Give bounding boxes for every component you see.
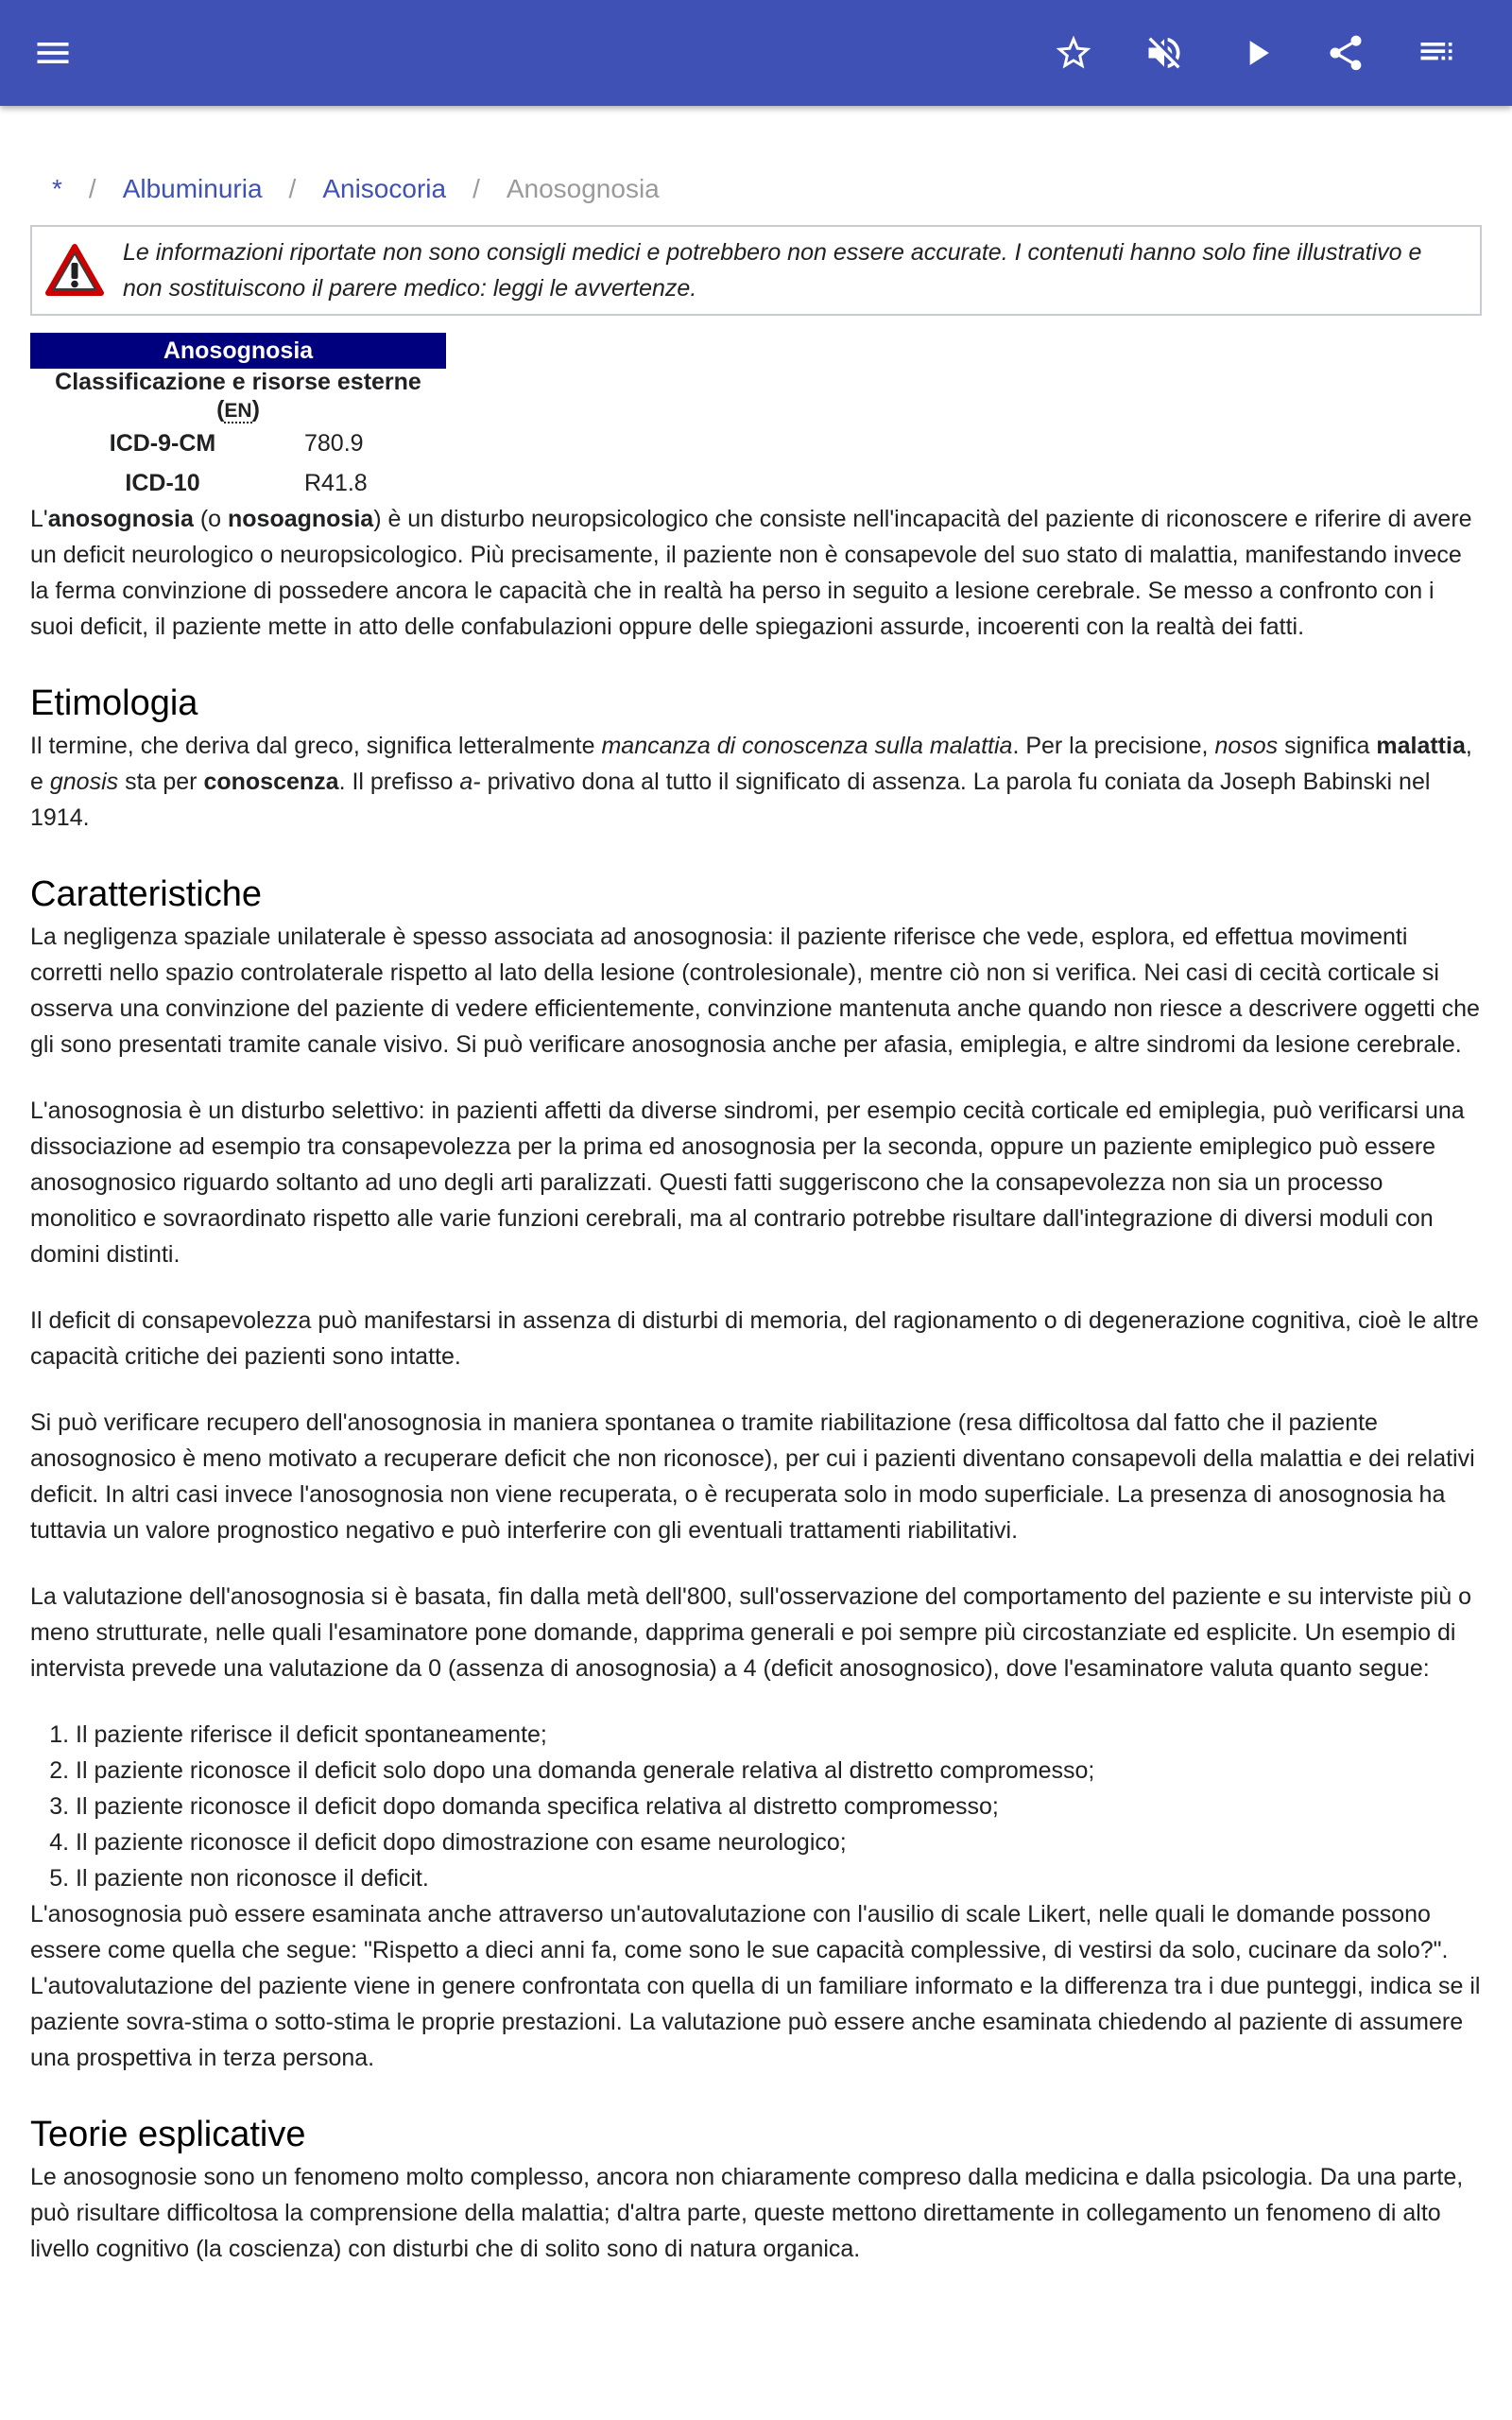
text-span: privativo dona al tutto il significato di assenza. La parola fu coniata da Joseph Babinski nel 1914. xyxy=(30,769,1431,831)
bold-term: conoscenza xyxy=(203,769,339,795)
caratteristiche-paragraph: La negligenza spaziale unilaterale è spesso associata ad anosognosia: il paziente riferisce che vede, esplora, ed effettua movimenti corretti nello spazio controlaterale rispetto al lato della lesione (controlesionale), mentre ciò non si verifica. Nei casi di cecità corticale si osserva una convinzione del paziente di vedere efficientemente, convinzione mantenuta anche quando non riesce a descrivere oggetti che gli sono presentati tramite canale visivo. Si può verificare anosognosia anche per afasia, emiplegia, e altre sindromi da lesione cerebrale. xyxy=(30,924,1480,1058)
breadcrumb-separator: / xyxy=(288,174,297,203)
caratteristiche-paragraph: Si può verificare recupero dell'anosognosia in maniera spontanea o tramite riabilitazione (resa difficoltosa dal fatto che il paziente anosognosico è meno motivato a recuperare deficit che non riconosce), per cui i pazienti diventano consapevoli della malattia e dei relativi deficit. In altri casi invece l'anosognosia non viene recuperata, o è recuperata solo in modo superficiale. La presenza di anosognosia ha tuttavia un valore prognostico negativo e può interferire con gli eventuali trattamenti riabilitativi. xyxy=(30,1409,1475,1544)
play-button[interactable] xyxy=(1227,23,1287,83)
text-span: significa xyxy=(1278,733,1377,759)
breadcrumb xyxy=(30,170,1482,208)
breadcrumb-separator: / xyxy=(472,174,480,203)
text-span: ) è un disturbo neuropsicologico che consiste nell'incapacità del paziente di riconoscere e riferire di avere un deficit neurologico o neuropsicologico. Più precisamente, il paziente non è consapevole del suo stato di malattia, manifestando invece la ferma convinzione di possedere ancora le capacità che in realtà ha perso in seguito a lesione cerebrale. Se messo a confronto con i suoi deficit, il paziente mette in atto delle confabulazioni oppure delle spiegazioni assurde, incoerenti con la realtà dei fatti. xyxy=(30,506,1472,640)
list-item: 1. Il paziente riferisce il deficit spontaneamente; xyxy=(76,1717,1482,1753)
section-heading-caratteristiche: Caratteristiche xyxy=(30,874,262,914)
section-heading-teorie: Teorie esplicative xyxy=(30,2115,306,2154)
text-span: . Il prefisso xyxy=(338,769,460,795)
share-button[interactable] xyxy=(1315,23,1376,83)
caratteristiche-paragraph: La valutazione dell'anosognosia si è basata, fin dalla metà dell'800, sull'osservazione del comportamento del paziente e su interviste più o meno strutturate, nelle quali l'esaminatore pone domande, dapprima generali e poi sempre più circostanziate ed esplicite. Un esempio di intervista prevede una valutazione da 0 (assenza di anosognosia) a 4 (deficit anosognosico), dove l'esaminatore valuta quanto segue: xyxy=(30,1583,1471,1682)
language-abbreviation[interactable]: EN xyxy=(224,400,252,422)
section-heading-etimologia: Etimologia xyxy=(30,683,198,723)
assessment-steps-list xyxy=(30,1717,1482,1896)
mute-icon xyxy=(1143,32,1185,74)
italic-term: gnosis xyxy=(49,769,119,795)
infobox-subtitle: Classificazione e risorse esterne (EN) xyxy=(55,369,421,423)
play-icon xyxy=(1236,32,1278,74)
infobox-key[interactable]: ICD-10 xyxy=(125,469,200,496)
infobox xyxy=(30,333,446,503)
bold-term: nosoagnosia xyxy=(228,506,374,532)
playlist-icon xyxy=(1416,32,1457,74)
disclaimer-text: Le informazioni riportate non sono consigli medici e potrebbero non essere accurate. I contenuti hanno solo fine illustrativo e non sostituiscono il parere medico: leggi le avvertenze. xyxy=(123,239,1422,302)
share-icon xyxy=(1325,32,1366,74)
teorie-paragraph: Le anosognosie sono un fenomeno molto complesso, ancora non chiaramente compreso dalla medicina e dalla psicologia. Da una parte, può risultare difficoltosa la comprensione della malattia; d'altra parte, queste mettono direttamente in collegamento un fenomeno di alto livello cognitivo (la coscienza) con disturbi che di solito sono di natura organica. xyxy=(30,2164,1464,2262)
italic-term: mancanza di conoscenza sulla malattia xyxy=(601,733,1013,759)
caratteristiche-paragraph: Il deficit di consapevolezza può manifestarsi in assenza di disturbi di memoria, del ragionamento o di degenerazione cognitiva, cioè le altre capacità critiche dei pazienti sono intatte. xyxy=(30,1307,1479,1370)
star-icon xyxy=(1053,32,1094,74)
breadcrumb-separator: / xyxy=(88,174,96,203)
bold-term: malattia xyxy=(1376,733,1466,759)
italic-term: nosos xyxy=(1214,733,1279,759)
infobox-value[interactable]: R41.8 xyxy=(304,469,368,496)
text-span: sta per xyxy=(118,769,204,795)
text-span: L' xyxy=(30,506,48,532)
intro-paragraph xyxy=(30,501,1482,645)
caratteristiche-paragraph: L'anosognosia può essere esaminata anche attraverso un'autovalutazione con l'ausilio di scale Likert, nelle quali le domande possono essere come quella che segue: "Rispetto a dieci anni fa, come sono le sue capacità complessive, di vestirsi da solo, cucinare da solo?". L'autovalutazione del paziente viene in genere confrontata con quella di un familiare informato e la differenza tra i due punteggi, indica se il paziente sovra-stima o sotto-stima le proprie prestazioni. La valutazione può essere anche esaminata chiedendo al paziente di assumere una prospettiva in terza persona. xyxy=(30,1901,1481,2071)
etimologia-paragraph xyxy=(30,728,1482,836)
infobox-subtitle-text: Classificazione e risorse esterne xyxy=(55,369,421,395)
list-item: 5. Il paziente non riconosce il deficit. xyxy=(76,1860,1482,1896)
infobox-key[interactable]: ICD-9-CM xyxy=(109,429,216,457)
breadcrumb-home-link[interactable]: * xyxy=(52,174,62,203)
text-span: Il termine, che deriva dal greco, significa letteralmente xyxy=(30,733,602,759)
menu-icon xyxy=(32,32,74,74)
italic-term: a- xyxy=(459,769,481,795)
infobox-value[interactable]: 780.9 xyxy=(304,429,364,457)
contents-button[interactable] xyxy=(1406,23,1467,83)
text-span: . Per la precisione, xyxy=(1012,733,1215,759)
breadcrumb-current: Anosognosia xyxy=(506,174,660,203)
list-item: 4. Il paziente riconosce il deficit dopo dimostrazione con esame neurologico; xyxy=(76,1824,1482,1860)
mute-button[interactable] xyxy=(1134,23,1194,83)
text-span: , e xyxy=(30,733,1472,795)
bookmark-button[interactable] xyxy=(1043,23,1104,83)
breadcrumb-link-anisocoria[interactable]: Anisocoria xyxy=(322,174,447,203)
infobox-title: Anosognosia xyxy=(30,333,446,369)
article-content xyxy=(30,106,1482,2267)
breadcrumb-link-albuminuria[interactable]: Albuminuria xyxy=(122,174,263,203)
bold-term: anosognosia xyxy=(47,506,194,532)
caratteristiche-paragraph: L'anosognosia è un disturbo selettivo: in pazienti affetti da diverse sindromi, per esempio cecità corticale ed emiplegia, può verificarsi una dissociazione ad esempio tra consapevolezza per la prima ed anosognosia per la seconda, oppure un paziente emiplegico può essere anosognosico riguardo soltanto ad uno degli arti paralizzati. Questi fatti suggeriscono che la consapevolezza non sia un processo monolitico e sovraordinato rispetto alle varie funzioni cerebrali, ma al contrario potrebbe risultare dall'integrazione di diversi moduli con domini distinti. xyxy=(30,1098,1465,1268)
medical-disclaimer[interactable] xyxy=(30,225,1482,316)
infobox-row xyxy=(30,424,446,463)
warning-icon xyxy=(45,244,104,297)
infobox-row xyxy=(30,463,446,503)
menu-button[interactable] xyxy=(23,23,83,83)
app-bar xyxy=(0,0,1512,106)
list-item: 2. Il paziente riconosce il deficit solo dopo una domanda generale relativa al distretto compromesso; xyxy=(76,1753,1482,1789)
text-span: (o xyxy=(193,506,228,532)
list-item: 3. Il paziente riconosce il deficit dopo domanda specifica relativa al distretto compromesso; xyxy=(76,1789,1482,1824)
